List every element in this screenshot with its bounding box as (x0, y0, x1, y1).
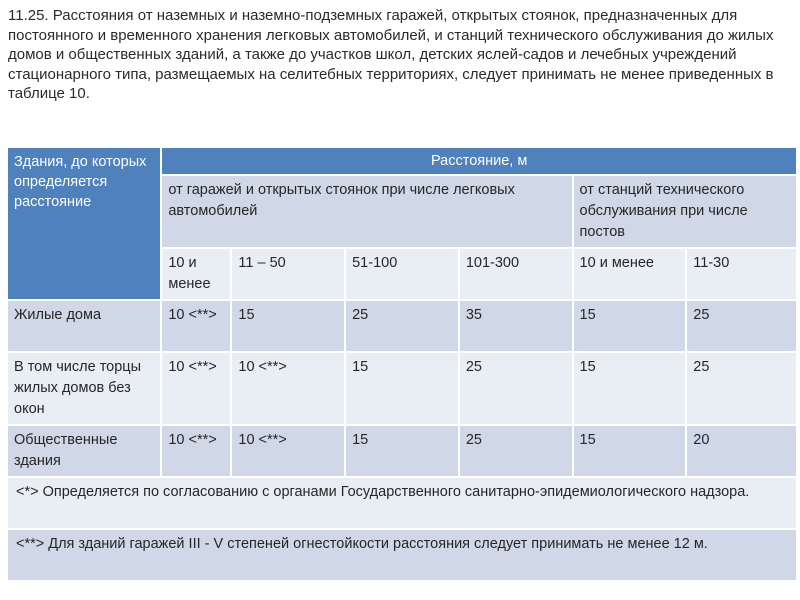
table-cell: 20 (687, 426, 796, 476)
table-cell: 10 <**> (162, 353, 230, 424)
row-label: В том числе торцы жилых домов без окон (8, 353, 160, 424)
table-cell: 25 (687, 353, 796, 424)
table-cell: 15 (574, 301, 686, 351)
table-cell: 35 (460, 301, 572, 351)
garages-group-header: от гаражей и открытых стоянок при числе легковых автомобилей (162, 176, 571, 247)
table-cell: 10 <**> (162, 426, 230, 476)
footnote-1: <*> Определяется по согласованию с органами Государственного санитарно-эпидемиологического надзора. (8, 478, 796, 528)
table-cell: 15 (232, 301, 344, 351)
row-label: Общественные здания (8, 426, 160, 476)
column-header: 11-30 (687, 249, 796, 299)
table-cell: 15 (574, 353, 686, 424)
table-cell: 15 (346, 426, 458, 476)
row-label: Жилые дома (8, 301, 160, 351)
column-header: 10 и менее (574, 249, 686, 299)
table-cell: 10 <**> (162, 301, 230, 351)
column-header: 101-300 (460, 249, 572, 299)
stations-group-header: от станций технического обслуживания при числе постов (574, 176, 796, 247)
table-cell: 15 (574, 426, 686, 476)
buildings-header: Здания, до которых определяется расстояние (8, 148, 160, 299)
footnote-row (8, 530, 796, 580)
table-cell: 25 (687, 301, 796, 351)
table-cell: 15 (346, 353, 458, 424)
column-header: 11 – 50 (232, 249, 344, 299)
column-header: 10 и менее (162, 249, 230, 299)
table-cell: 10 <**> (232, 426, 344, 476)
table-row (8, 301, 796, 351)
section-heading: 11.25. Расстояния от наземных и наземно-подземных гаражей, открытых стоянок, предназначенных для постоянного и временного хранения легковых автомобилей, и станций технического обслуживания до жилых домов и общественных зданий, а также до участков школ, детских яслей-садов и лечебных учреждений стационарного типа, размещаемых на селитебных территориях, следует принимать не менее приведенных в таблице 10. (8, 7, 774, 102)
footnote-2: <**> Для зданий гаражей III - V степеней огнестойкости расстояния следует принимать не менее 12 м. (8, 530, 796, 580)
table-row (8, 426, 796, 476)
distance-table (6, 146, 798, 582)
table-cell: 10 <**> (232, 353, 344, 424)
distance-header: Расстояние, м (162, 148, 796, 174)
column-header: 51-100 (346, 249, 458, 299)
table-cell: 25 (460, 353, 572, 424)
table-row (8, 353, 796, 424)
table-cell: 25 (460, 426, 572, 476)
footnote-row (8, 478, 796, 528)
table-cell: 25 (346, 301, 458, 351)
